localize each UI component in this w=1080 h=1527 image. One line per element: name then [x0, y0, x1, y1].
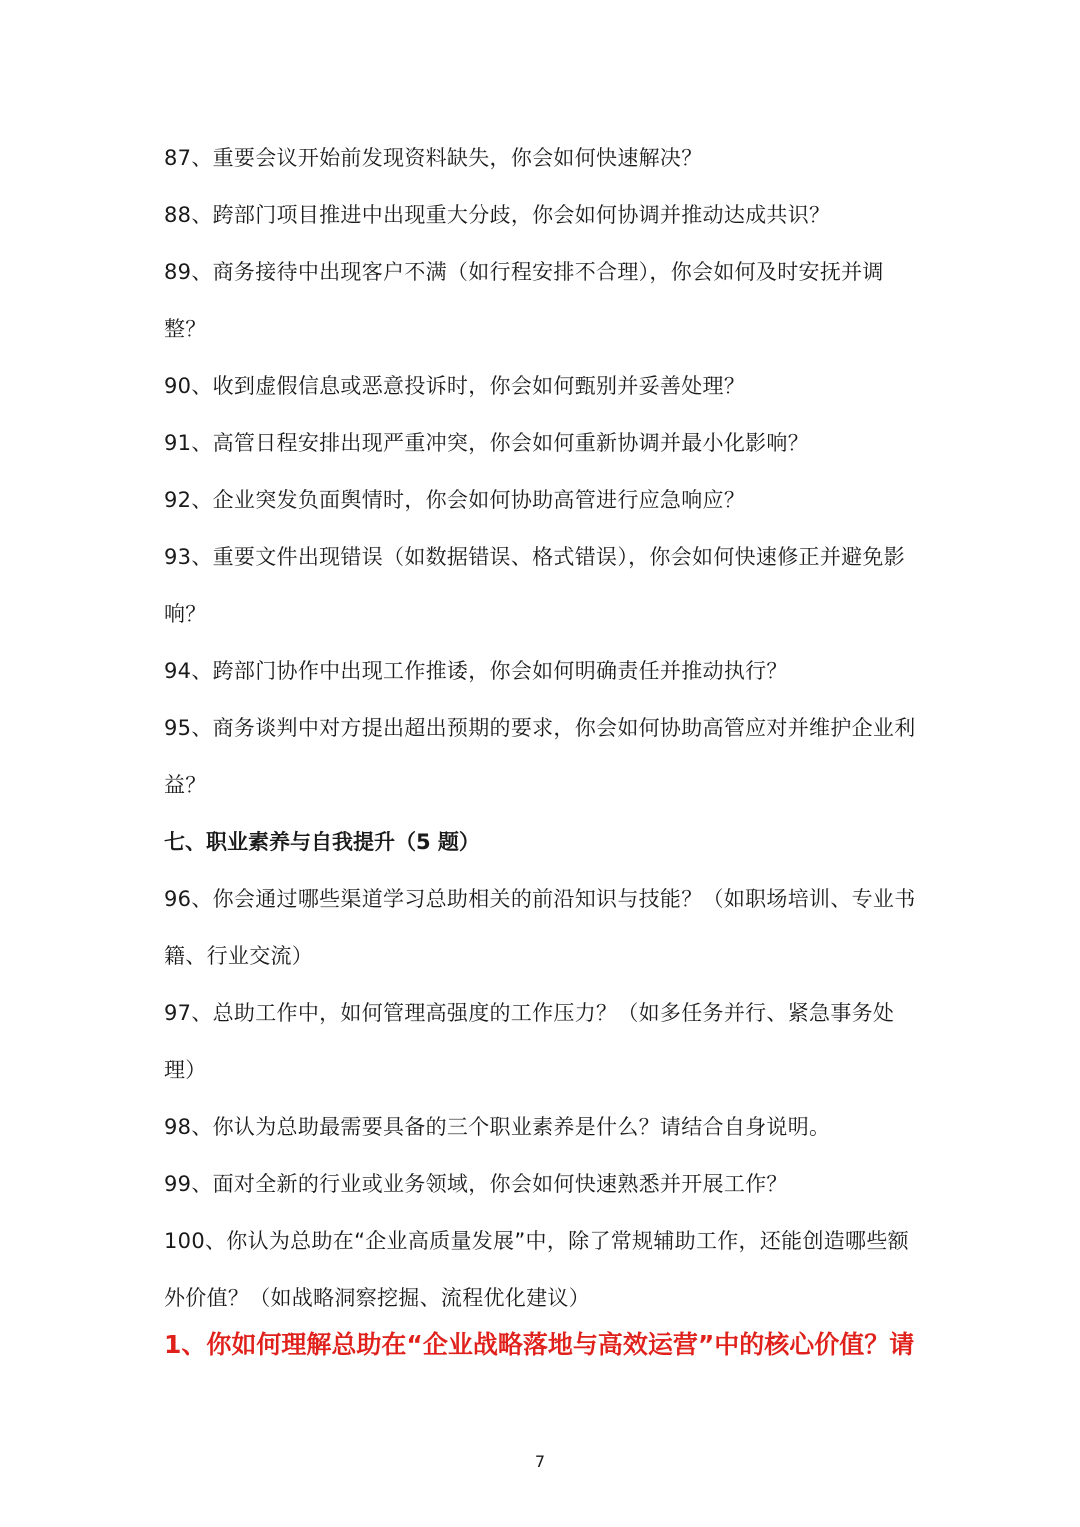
question-91: 91、高管日程安排出现严重冲突，你会如何重新协调并最小化影响？ [164, 431, 810, 455]
question-89: 89、商务接待中出现客户不满（如行程安排不合理），你会如何及时安抚并调整？ [164, 260, 884, 341]
question-96: 96、你会通过哪些渠道学习总助相关的前沿知识与技能？（如职场培训、专业书籍、行业交流） [164, 887, 916, 968]
question-100: 100、你认为总助在“企业高质量发展”中，除了常规辅助工作，还能创造哪些额外价值？（如战略洞察挖掘、流程优化建议） [164, 1229, 909, 1310]
question-93: 93、重要文件出现错误（如数据错误、格式错误），你会如何快速修正并避免影响？ [164, 545, 906, 626]
question-98: 98、你认为总助最需要具备的三个职业素养是什么？请结合自身说明。 [164, 1115, 831, 1139]
document-body [164, 130, 916, 1327]
question-92: 92、企业突发负面舆情时，你会如何协助高管进行应急响应？ [164, 488, 746, 512]
question-94: 94、跨部门协作中出现工作推诿，你会如何明确责任并推动执行？ [164, 659, 788, 683]
page-number: 7 [534, 1452, 546, 1471]
highlight-heading: 1、你如何理解总助在“企业战略落地与高效运营”中的核心价值？请 [164, 1330, 915, 1359]
question-87: 87、重要会议开始前发现资料缺失，你会如何快速解决？ [164, 146, 703, 170]
question-99: 99、面对全新的行业或业务领域，你会如何快速熟悉并开展工作？ [164, 1172, 788, 1196]
question-90: 90、收到虚假信息或恶意投诉时，你会如何甄别并妥善处理？ [164, 374, 746, 398]
question-95: 95、商务谈判中对方提出超出预期的要求，你会如何协助高管应对并维护企业利益？ [164, 716, 916, 797]
question-97: 97、总助工作中，如何管理高强度的工作压力？（如多任务并行、紧急事务处理） [164, 1001, 895, 1082]
section-heading-7: 七、职业素养与自我提升（5 题） [164, 830, 480, 854]
question-88: 88、跨部门项目推进中出现重大分歧，你会如何协调并推动达成共识？ [164, 203, 831, 227]
